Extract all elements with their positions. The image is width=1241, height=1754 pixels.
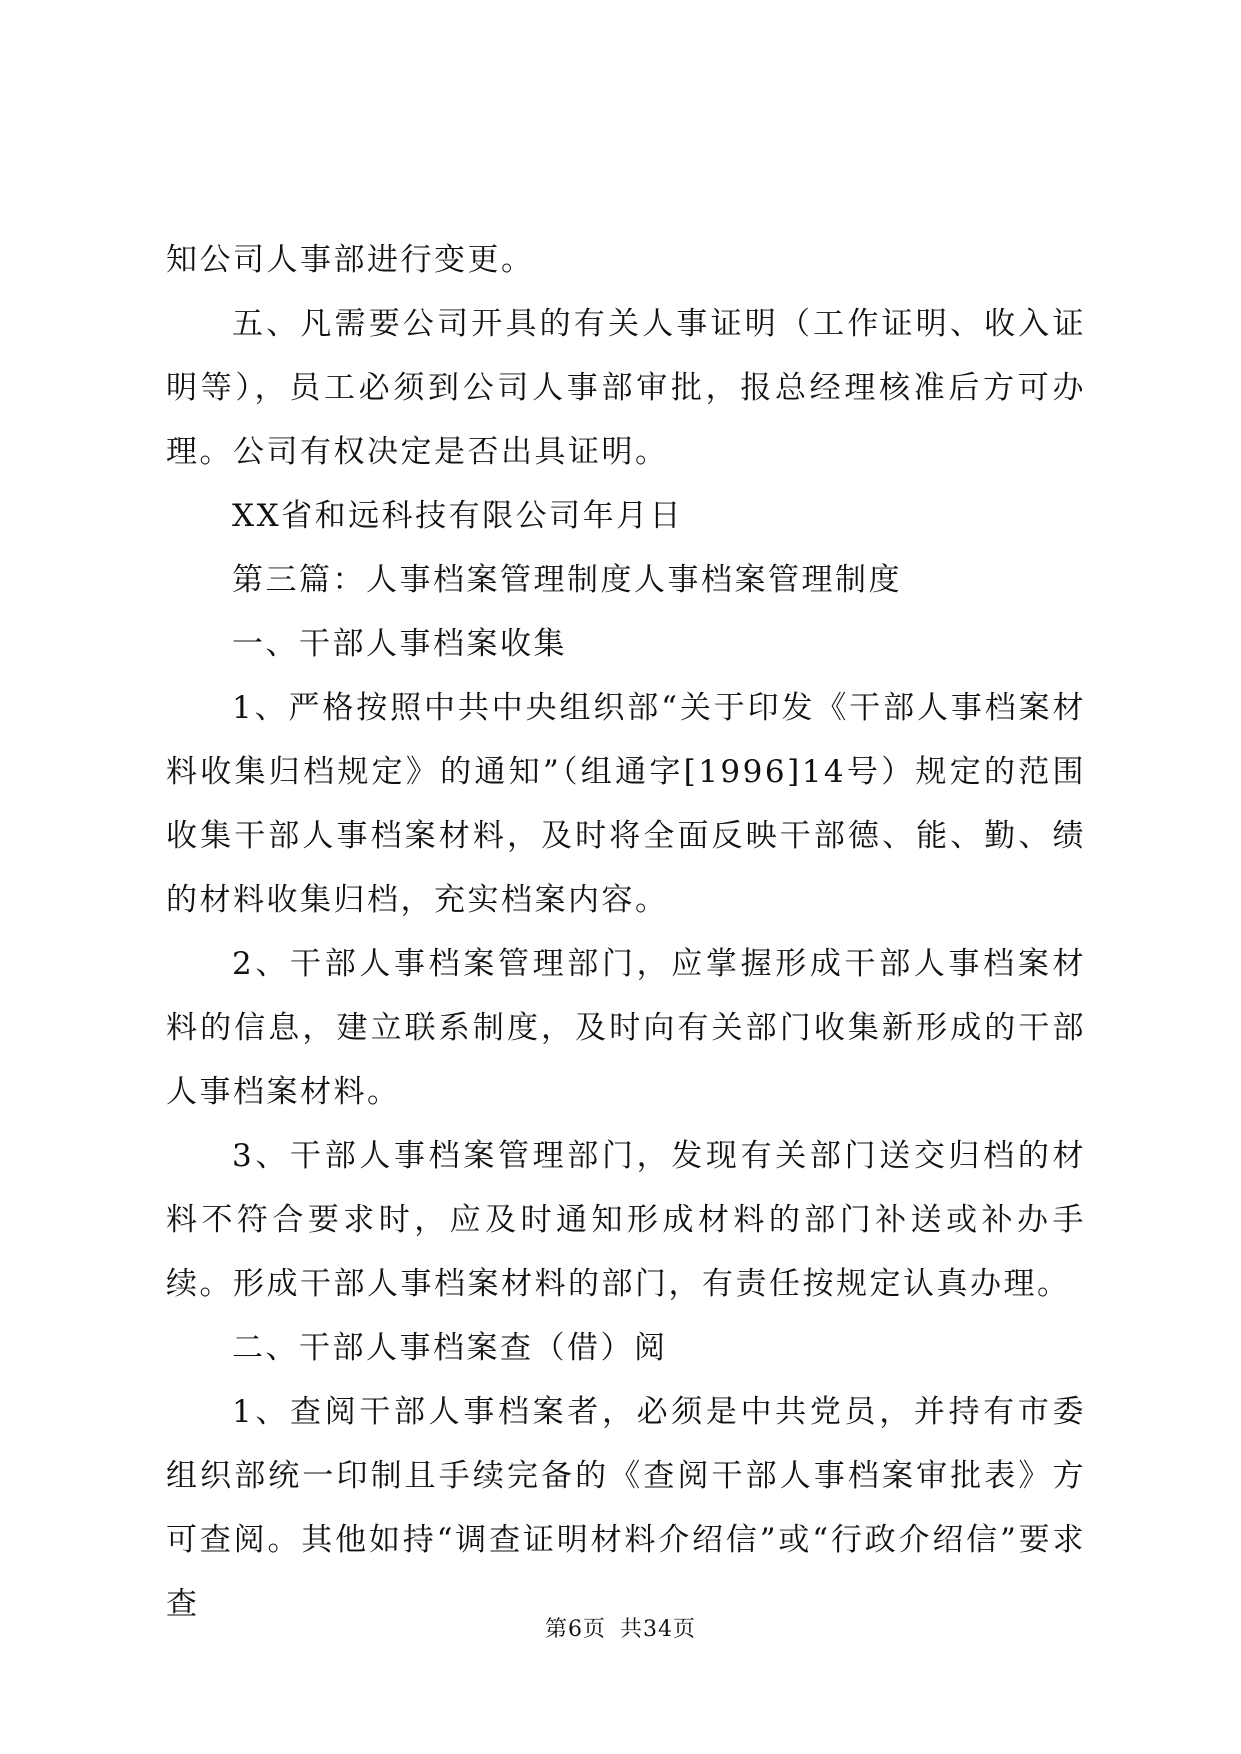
paragraph-item-five: 五、凡需要公司开具的有关人事证明（工作证明、收入证明等），员工必须到公司人事部审批，报总经理核准后方可办理。公司有权决定是否出具证明。 [166,306,1086,470]
paragraph-collection-3: 3、干部人事档案管理部门，发现有关部门送交归档的材料不符合要求时，应及时通知形成材料的部门补送或补办手续。形成干部人事档案材料的部门，有责任按规定认真办理。 [166,1138,1086,1302]
section-heading-lookup: 二、干部人事档案查（借）阅 [232,1330,668,1366]
paragraph-signature: XX省和远科技有限公司年月日 [232,498,684,534]
page-total: 共34页 [620,1617,696,1642]
paragraph-collection-2: 2、干部人事档案管理部门，应掌握形成干部人事档案材料的信息，建立联系制度，及时向有关部门收集新形成的干部人事档案材料。 [166,946,1086,1110]
page-footer [0,1612,1241,1643]
paragraph-collection-1: 1、严格按照中共中央组织部“关于印发《干部人事档案材料收集归档规定》的通知”（组通字[1996]14号）规定的范围收集干部人事档案材料，及时将全面反映干部德、能、勤、绩的材料收集归档，充实档案内容。 [166,690,1086,918]
paragraph-continuation: 知公司人事部进行变更。 [166,242,535,278]
paragraph-lookup-1: 1、查阅干部人事档案者，必须是中共党员，并持有市委组织部统一印制且手续完备的《查阅干部人事档案审批表》方可查阅。其他如持“调查证明材料介绍信”或“行政介绍信”要求查 [166,1394,1086,1622]
document-body [166,228,1086,1636]
page-number: 第6页 [545,1617,606,1642]
section-heading-part-three: 第三篇：人事档案管理制度人事档案管理制度 [232,562,902,598]
section-heading-collection: 一、干部人事档案收集 [232,626,567,662]
